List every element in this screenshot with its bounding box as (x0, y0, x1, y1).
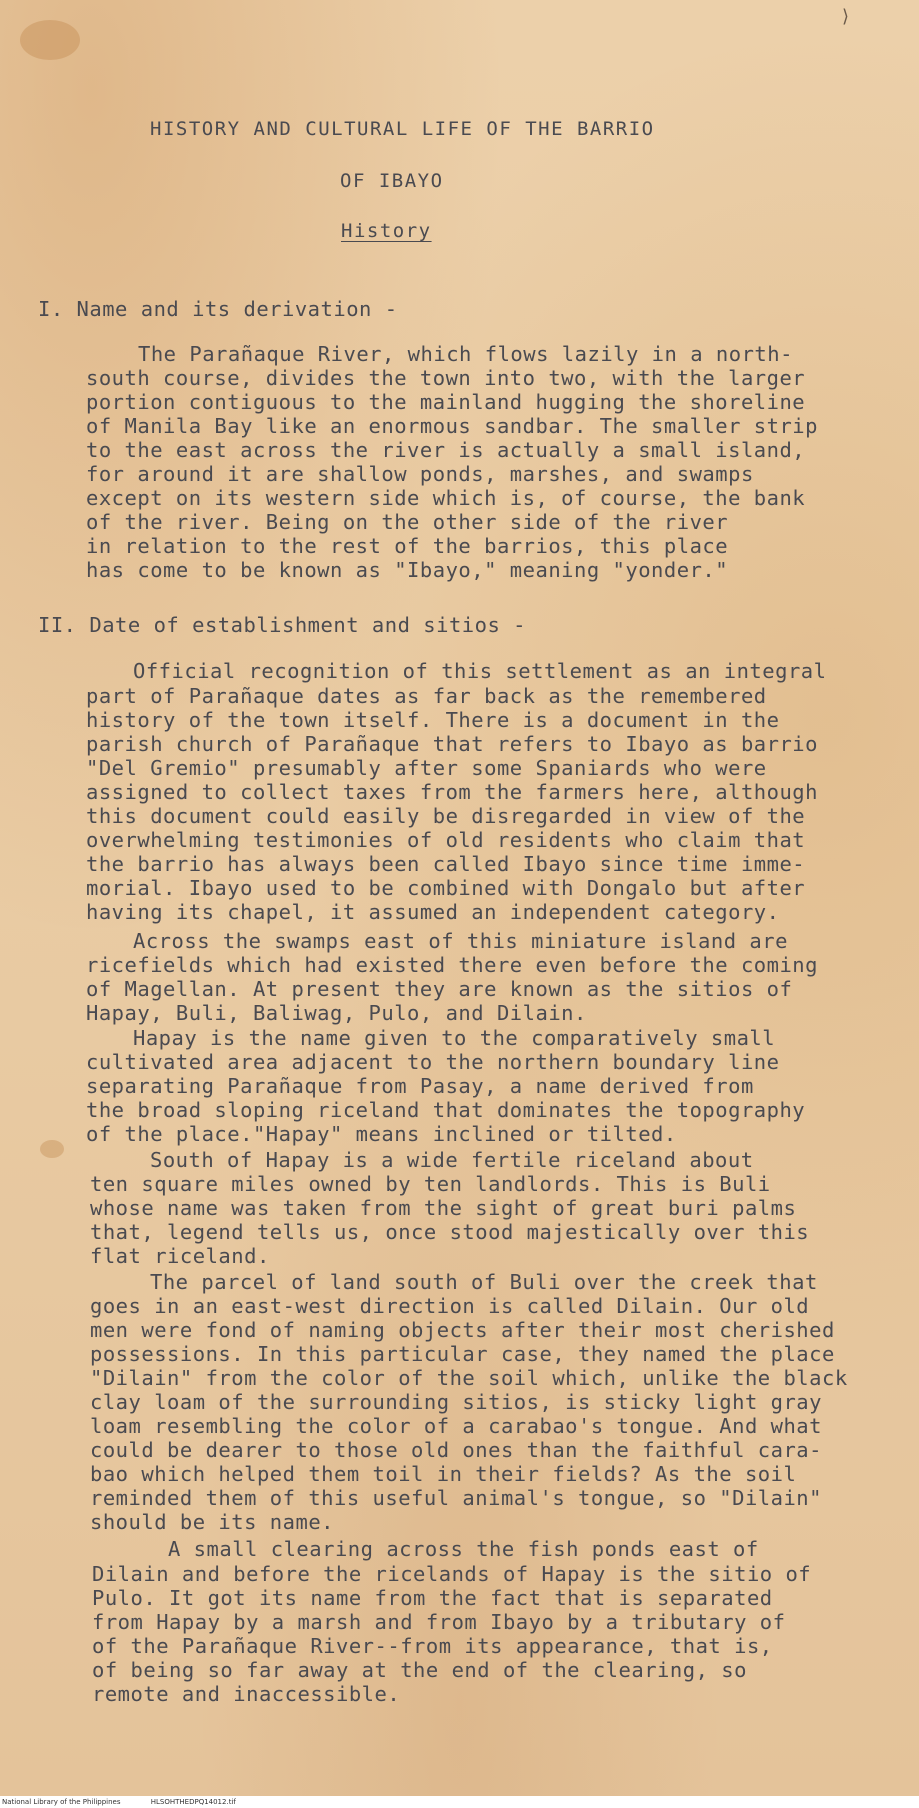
text-line: separating Parañaque from Pasay, a name derived from (86, 1074, 754, 1098)
text-line: having its chapel, it assumed an independent category. (86, 900, 780, 924)
text-line: part of Parañaque dates as far back as the remembered (86, 684, 767, 708)
text-line: for around it are shallow ponds, marshes, and swamps (86, 462, 754, 486)
text-line: to the east across the river is actually a small island, (86, 438, 806, 462)
text-line: possessions. In this particular case, they named the place (90, 1342, 835, 1366)
text-line: goes in an east-west direction is called Dilain. Our old (90, 1294, 810, 1318)
text-line: South of Hapay is a wide fertile riceland about (150, 1148, 754, 1172)
paper-stain (40, 1140, 64, 1158)
text-line: overwhelming testimonies of old residents who claim that (86, 828, 806, 852)
library-credit: National Library of the Philippines (2, 1798, 121, 1806)
pen-mark: ⟩ (840, 6, 851, 27)
text-line: of Manila Bay like an enormous sandbar. The smaller strip (86, 414, 818, 438)
text-line: in relation to the rest of the barrios, this place (86, 534, 729, 558)
text-line: "Del Gremio" presumably after some Spaniards who were (86, 756, 767, 780)
text-line: ten square miles owned by ten landlords. This is Buli (90, 1172, 771, 1196)
text-line: flat riceland. (90, 1244, 270, 1268)
document-title-line1: HISTORY AND CULTURAL LIFE OF THE BARRIO (150, 118, 655, 140)
text-line: whose name was taken from the sight of great buri palms (90, 1196, 797, 1220)
text-line: ricefields which had existed there even before the coming (86, 953, 818, 977)
text-line: Dilain and before the ricelands of Hapay is the sitio of (92, 1562, 812, 1586)
text-line: this document could easily be disregarded in view of the (86, 804, 806, 828)
text-line: men were fond of naming objects after their most cherished (90, 1318, 835, 1342)
text-line: "Dilain" from the color of the soil which, unlike the black (90, 1366, 848, 1390)
text-line: The Parañaque River, which flows lazily in a north- (138, 342, 793, 366)
text-line: the barrio has always been called Ibayo since time imme- (86, 852, 806, 876)
document-title-line2: OF IBAYO (340, 170, 444, 192)
text-line: has come to be known as "Ibayo," meaning "yonder." (86, 558, 729, 582)
paper-stain (20, 20, 80, 60)
text-line: clay loam of the surrounding sitios, is sticky light gray (90, 1390, 822, 1414)
file-id: HLSOHTHEDPQ14012.tif (150, 1798, 236, 1806)
text-line: except on its western side which is, of course, the bank (86, 486, 806, 510)
text-line: could be dearer to those old ones than the faithful cara- (90, 1438, 822, 1462)
text-line: history of the town itself. There is a document in the (86, 708, 780, 732)
text-line: of the river. Being on the other side of the river (86, 510, 729, 534)
text-line: reminded them of this useful animal's tongue, so "Dilain" (90, 1486, 822, 1510)
item1-heading: I. Name and its derivation - (38, 297, 398, 321)
text-line: of Magellan. At present they are known as the sitios of (86, 977, 793, 1001)
text-line: Across the swamps east of this miniature island are (133, 929, 788, 953)
text-line: of the Parañaque River--from its appearance, that is, (92, 1634, 773, 1658)
text-line: Pulo. It got its name from the fact that is separated (92, 1586, 773, 1610)
text-line: Official recognition of this settlement as an integral (133, 659, 827, 683)
text-line: cultivated area adjacent to the northern boundary line (86, 1050, 780, 1074)
section-heading: History (341, 220, 432, 242)
text-line: The parcel of land south of Buli over the creek that (150, 1270, 818, 1294)
text-line: of the place."Hapay" means inclined or tilted. (86, 1122, 677, 1146)
text-line: bao which helped them toil in their fields? As the soil (90, 1462, 797, 1486)
text-line: the broad sloping riceland that dominates the topography (86, 1098, 806, 1122)
text-line: loam resembling the color of a carabao's tongue. And what (90, 1414, 822, 1438)
item2-heading: II. Date of establishment and sitios - (38, 613, 526, 637)
text-line: Hapay is the name given to the comparatively small (133, 1026, 776, 1050)
text-line: morial. Ibayo used to be combined with Dongalo but after (86, 876, 806, 900)
text-line: A small clearing across the fish ponds east of (168, 1537, 759, 1561)
text-line: south course, divides the town into two, with the larger (86, 366, 806, 390)
text-line: assigned to collect taxes from the farmers here, although (86, 780, 818, 804)
text-line: portion contiguous to the mainland hugging the shoreline (86, 390, 806, 414)
text-line: should be its name. (90, 1510, 334, 1534)
text-line: of being so far away at the end of the clearing, so (92, 1658, 747, 1682)
text-line: remote and inaccessible. (92, 1682, 401, 1706)
text-line: Hapay, Buli, Baliwag, Pulo, and Dilain. (86, 1001, 587, 1025)
text-line: parish church of Parañaque that refers to Ibayo as barrio (86, 732, 818, 756)
text-line: that, legend tells us, once stood majestically over this (90, 1220, 810, 1244)
text-line: from Hapay by a marsh and from Ibayo by a tributary of (92, 1610, 786, 1634)
scan-footer (2, 1798, 264, 1806)
